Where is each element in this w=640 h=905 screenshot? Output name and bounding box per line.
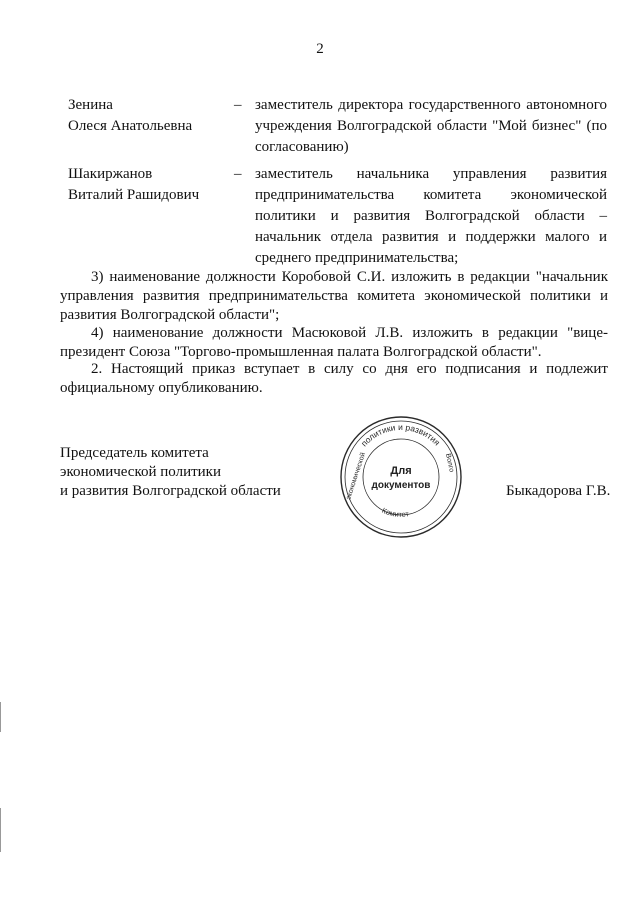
stamp-center-text: Для (390, 465, 412, 477)
scan-margin-mark (0, 808, 1, 852)
stamp-ring-text-bottom: Комитет (380, 505, 410, 519)
member-given-name: Олеся Анатольевна (68, 118, 193, 134)
stamp-ring-text-top: политики и развития (358, 421, 443, 449)
member-name (68, 95, 192, 137)
page-number: 2 (316, 41, 324, 57)
official-stamp (338, 414, 464, 540)
member-surname: Зенина (68, 97, 113, 113)
signatory-name: Быкадорова Г.В. (506, 483, 611, 499)
paragraph-item-3: 3) наименование должности Коробовой С.И. изложить в редакции "начальник управления развития предпринимательства комитета экономической политики и развития Волгоградской области"; (60, 269, 608, 323)
dash: – (234, 97, 242, 113)
stamp-ring-text-right: Волго (444, 452, 455, 473)
signatory-title-line: и развития Волгоградской области (60, 483, 281, 499)
member-name (68, 164, 199, 206)
paragraph-clause-2: 2. Настоящий приказ вступает в силу со дня его подписания и подлежит официальному опубликованию. (60, 361, 608, 396)
member-role: заместитель начальника управления развития предпринимательства комитета экономической политики и развития Волгоградской области – начальник отдела развития и поддержки малого и среднего предпринимательства; (255, 166, 607, 266)
stamp-center-text: документов (371, 480, 431, 491)
member-given-name: Виталий Рашидович (68, 187, 200, 203)
scan-margin-mark (0, 702, 1, 732)
member-role: заместитель директора государственного автономного учреждения Волгоградской области "Мой бизнес" (по согласованию) (255, 97, 607, 155)
signatory-title-line: экономической политики (60, 464, 222, 480)
paragraph-item-4: 4) наименование должности Масюковой Л.В. изложить в редакции "вице-президент Союза "Торгово-промышленная палата Волгоградской области". (60, 325, 608, 360)
signatory-title (60, 444, 281, 501)
stamp-center-ring (363, 439, 439, 515)
member-surname: Шакиржанов (68, 166, 153, 182)
dash: – (234, 166, 242, 182)
signatory-title-line: Председатель комитета (60, 445, 209, 461)
stamp-ring-text-left: экономической (345, 451, 368, 501)
